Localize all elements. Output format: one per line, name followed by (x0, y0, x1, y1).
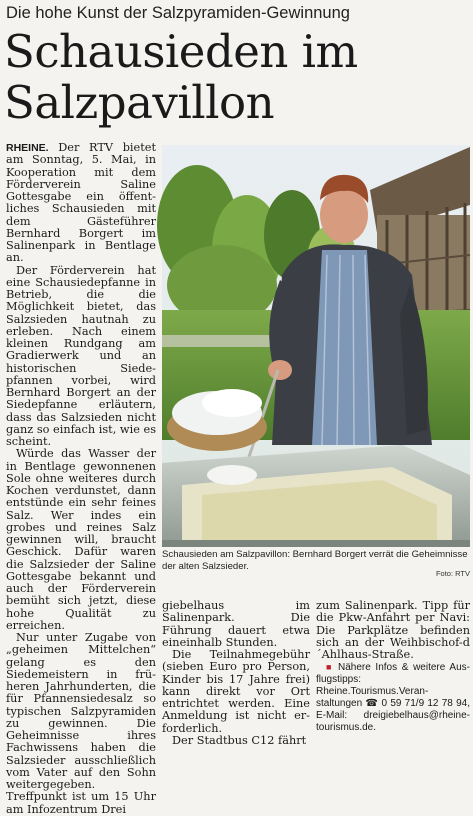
article-headline (4, 26, 470, 128)
article-paragraph: Nur unter Zugabe von „geheimen Mittelchen“ gelang es den Siedemeistern in früheren Jahrhunderten, die für Pfannensiedesalz so typischen Salzpyramiden zu gewinnen. Die Geheimnisse ihres Fachwissens haben die Salzsieder ausschließlich vom Vater auf den Sohn weitergegeben. Treffpunkt ist um 15 Uhr am Infozentrum Drei (6, 631, 156, 816)
article-column-3 (316, 599, 470, 734)
info-box (316, 661, 470, 734)
photo-credit: Foto: RTV (435, 569, 470, 578)
article-photo (162, 145, 470, 547)
info-text: Nähere Infos & weitere Ausflugstipps: Rheine.Tourismus.Veranstaltungen ☎ 0 59 71/9 12 78 94, E-Mail: dreigiebelhaus@rheine-tourismus.de. (316, 662, 470, 734)
headline-line-1: Schausieden im (4, 25, 358, 78)
headline-line-2: Salzpavillon (4, 76, 275, 129)
photo-caption: Schausieden am Salzpavillon: Bernhard Borgert verrät die Geheimnisse der alten Salzsieder. (162, 549, 468, 572)
article-paragraph: giebelhaus im Salinenpark. Die Führung dauert etwa eineinhalb Stunden. (162, 599, 310, 649)
article-paragraph: Würde das Wasser der in Bentlage gewonnenen Sole ohne weiteres durch Kochen verdunstet, dann entstünde ein sehr feines Salz. Wer indes ein grobes und reines Salz gewinnen will, braucht Geschick. Dafür waren die Salzsieder der Saline Gottesgabe bekannt und auch der Förderverein bemüht sich jetzt, diese hohe Qualität zu erreichen. (6, 447, 156, 632)
article-paragraph: Der Stadtbus C12 fährt (172, 733, 307, 747)
article-paragraph: RHEINE. Der RTV bietet am Sonntag, 5. Mai, in Kooperation mit dem Förderverein Saline Gottesgabe ein öffentliches Schausieden mit dem Gästeführer Bernhard Borgert im Salinenpark in Bentlage an. (6, 141, 156, 265)
bullet-square-icon: ■ (326, 662, 334, 673)
dateline-place: RHEINE. (6, 142, 49, 154)
article-column-2 (162, 599, 310, 747)
article-column-1 (6, 141, 156, 816)
article-kicker: Die hohe Kunst der Salzpyramiden-Gewinnung (6, 4, 350, 22)
article-paragraph: Die Teilnahmegebühr (sieben Euro pro Person, Kinder bis 17 Jahre frei) kann direkt vor Ort entrichtet werden. Eine Anmeldung ist nicht erforderlich. (162, 648, 310, 735)
article-paragraph: zum Salinenpark. Tipp für die Pkw-Anfahrt per Navi: Die Parkplätze befinden sich an der Weihbischof-d´Ahlhaus-Straße. (316, 599, 470, 661)
photo-salt-boiling-image (162, 145, 470, 547)
article-paragraph: Der Förderverein hat eine Schausiedepfanne in Betrieb, die die Möglichkeit bietet, das Salzsieden hautnah zu erleben. Nach einem kleinen Rundgang am Gradierwerk und an historischen Siedepfannen vorbei, wird Bernhard Borgert an der Siedepfanne erläutern, dass das Salzsieden nicht ganz so einfach ist, wie es scheint. (6, 263, 156, 448)
